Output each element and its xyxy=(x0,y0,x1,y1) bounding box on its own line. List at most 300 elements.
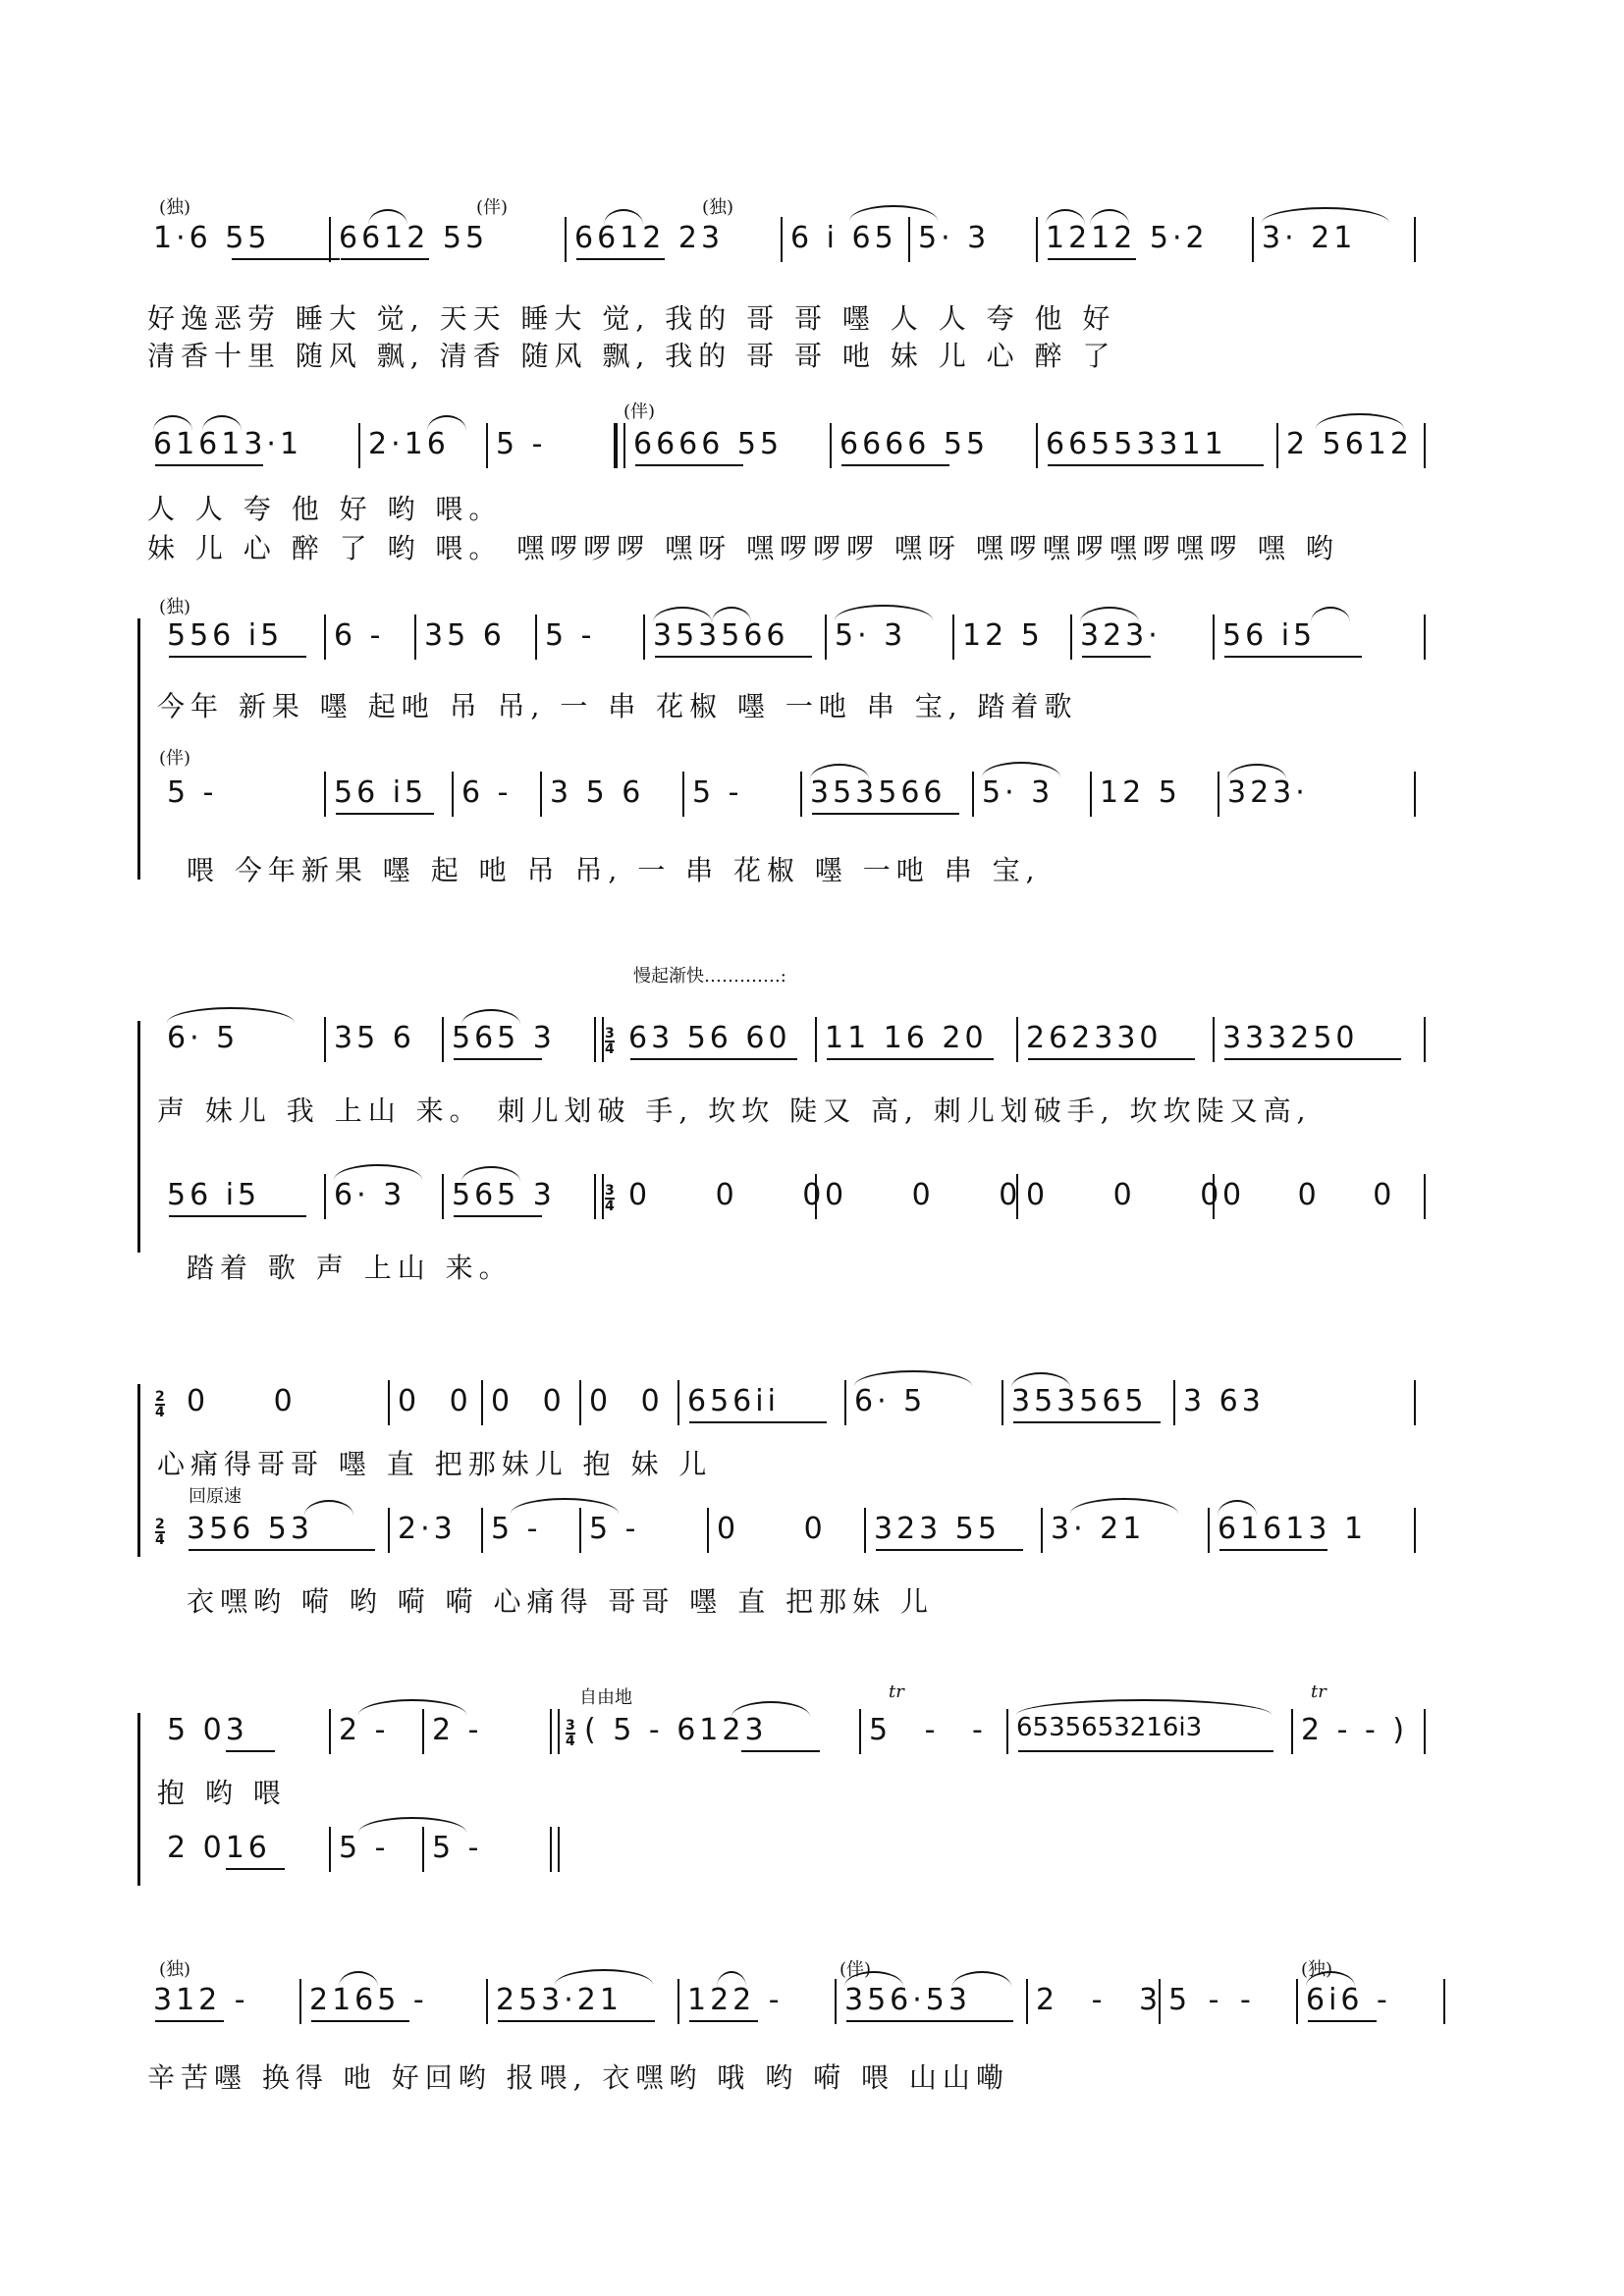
notes: ( 5 - 6123 xyxy=(584,1713,768,1747)
slowing-mark: 慢起渐快………….: xyxy=(633,966,786,987)
beam xyxy=(232,258,340,260)
system-4 xyxy=(147,966,1463,1284)
notes: 353565 xyxy=(1011,1384,1148,1418)
barline xyxy=(324,1174,326,1219)
barline xyxy=(1213,1174,1215,1219)
barline xyxy=(540,772,542,817)
measure xyxy=(167,1821,324,1880)
barline xyxy=(414,614,416,660)
beam xyxy=(498,2020,655,2022)
time-signature-top: 2 xyxy=(155,1517,165,1532)
lower-staff xyxy=(147,748,1463,825)
notes: 6612 23 xyxy=(574,221,725,255)
measure xyxy=(1016,1703,1281,1762)
notes: 5· 3 xyxy=(835,618,907,653)
slur xyxy=(461,1166,520,1182)
barline xyxy=(908,217,910,262)
notes: 3 63 xyxy=(1183,1384,1265,1418)
notes: 353566 xyxy=(653,618,789,653)
beam xyxy=(226,1750,275,1752)
measure xyxy=(1036,1973,1172,2032)
measure xyxy=(167,1011,314,1070)
notes: 56 i5 xyxy=(334,775,428,810)
slur xyxy=(854,1370,972,1386)
trill-mark: tr xyxy=(889,1682,904,1702)
measure xyxy=(496,1973,663,2032)
barline xyxy=(388,1380,390,1425)
notes: 656ii xyxy=(687,1384,780,1418)
barline xyxy=(830,423,832,468)
barline xyxy=(299,1979,301,2024)
double-barline xyxy=(594,1017,604,1062)
beam xyxy=(846,2020,1013,2022)
staff xyxy=(147,401,1463,476)
measure xyxy=(790,211,898,270)
measure xyxy=(491,1502,569,1561)
measure xyxy=(687,1973,825,2032)
lower-lyric: 衣嘿哟 嗬 哟 嗬 嗬 心痛得 哥哥 嚜 直 把那妹 儿 xyxy=(187,1585,935,1618)
measure xyxy=(1183,1374,1330,1433)
upper-staff xyxy=(147,597,1463,667)
notes: 5 - xyxy=(432,1831,483,1865)
notes: 6612 55 xyxy=(339,221,489,255)
accomp-mark: (伴) xyxy=(476,197,509,218)
slur xyxy=(1070,1498,1178,1514)
notes: 1212 5·2 xyxy=(1046,221,1209,255)
measure xyxy=(545,609,633,667)
beam xyxy=(1018,1750,1273,1752)
system-6 xyxy=(147,1682,1463,1865)
barline xyxy=(1291,1709,1293,1754)
measure xyxy=(424,609,522,667)
barline xyxy=(835,1979,837,2024)
barline xyxy=(1070,614,1072,660)
notes: 35 6 xyxy=(334,1021,415,1055)
system-1 xyxy=(147,197,1463,372)
slur xyxy=(844,1971,903,1987)
barline xyxy=(481,1380,483,1425)
system-2 xyxy=(147,401,1463,564)
measure xyxy=(1222,1168,1416,1227)
measure xyxy=(339,1703,417,1762)
measure xyxy=(1227,766,1345,825)
barline xyxy=(442,1017,444,1062)
notes: 3· 21 xyxy=(1262,221,1357,255)
measure xyxy=(584,1703,844,1762)
notes: 5 - xyxy=(339,1831,390,1865)
system-brace xyxy=(137,1384,140,1557)
upper-staff xyxy=(147,1374,1463,1433)
barline xyxy=(579,1380,581,1425)
notes: 56 i5 xyxy=(1222,618,1317,653)
notes: 35 6 xyxy=(424,618,506,653)
notes: 2 016 xyxy=(167,1831,271,1865)
notes: 6535653216i3 xyxy=(1016,1713,1203,1742)
time-signature-bottom: 4 xyxy=(605,1041,615,1057)
measure xyxy=(496,417,604,476)
slur xyxy=(153,415,192,431)
slur xyxy=(717,1971,746,1987)
slur xyxy=(1080,607,1139,622)
measure xyxy=(334,1011,432,1070)
barline xyxy=(800,772,802,817)
slur xyxy=(1262,207,1389,223)
notes: 0 0 xyxy=(187,1384,322,1418)
time-signature-bottom: 4 xyxy=(566,1734,575,1749)
accomp-mark: (伴) xyxy=(623,401,656,422)
lyric-line-2: 妹 儿 心 醉 了 哟 喂。 嘿啰啰啰 嘿呀 嘿啰啰啰 嘿呀 嘿啰嘿啰嘿啰嘿啰 嘿 哟 xyxy=(147,532,1339,564)
barline xyxy=(1016,1017,1018,1062)
measure xyxy=(1046,417,1272,476)
measure xyxy=(491,1374,573,1433)
measure xyxy=(717,1502,854,1561)
accomp-mark: (伴) xyxy=(159,748,191,769)
measure xyxy=(334,1168,432,1227)
barline xyxy=(677,1979,679,2024)
slur xyxy=(810,764,869,779)
notes: 333250 xyxy=(1222,1021,1359,1055)
slur xyxy=(731,1701,810,1717)
slur xyxy=(1011,1372,1070,1388)
barline xyxy=(1036,423,1038,468)
notes: 5 - xyxy=(545,618,596,653)
barline xyxy=(1213,1017,1215,1062)
barline xyxy=(1424,1709,1426,1754)
notes: 66553311 xyxy=(1046,427,1227,461)
measure xyxy=(153,417,350,476)
notes: 262330 xyxy=(1026,1021,1163,1055)
measure xyxy=(432,1821,511,1880)
barline xyxy=(481,1508,483,1553)
barline xyxy=(1208,1508,1210,1553)
slur xyxy=(1311,607,1350,622)
beam xyxy=(655,656,812,658)
measure xyxy=(844,1973,1021,2032)
system-brace xyxy=(137,1713,140,1886)
beam xyxy=(169,1215,306,1217)
notes: 0 0 0 xyxy=(825,1178,1048,1212)
notes: 312 - xyxy=(153,1983,249,2017)
barline xyxy=(952,614,954,660)
barline xyxy=(1036,217,1038,262)
double-barline xyxy=(594,1174,604,1219)
measure xyxy=(918,211,1026,270)
lyric-line-1: 人 人 夸 他 好 哟 喂。 xyxy=(147,493,503,525)
notes: 5 - - xyxy=(1168,1983,1257,2017)
notes: 6· 3 xyxy=(334,1178,406,1212)
measure xyxy=(1306,1973,1424,2032)
measure xyxy=(153,211,320,270)
barline xyxy=(358,423,360,468)
time-signature-top: 3 xyxy=(605,1026,615,1041)
notes: 2 - - ) xyxy=(1301,1713,1409,1747)
notes: 5 - xyxy=(491,1512,542,1546)
barline xyxy=(1424,1017,1426,1062)
measure xyxy=(432,1703,511,1762)
barline xyxy=(565,217,567,262)
slur xyxy=(835,605,933,620)
beam xyxy=(1028,1058,1195,1060)
notes: 323· xyxy=(1227,775,1309,810)
measure xyxy=(334,766,442,825)
notes: 323 55 xyxy=(874,1512,1001,1546)
notes: 0 0 0 xyxy=(628,1178,851,1212)
measure xyxy=(339,211,555,270)
beam xyxy=(827,1058,994,1060)
measure xyxy=(692,766,790,825)
time-signature xyxy=(566,1719,575,1748)
barline xyxy=(864,1508,866,1553)
time-signature xyxy=(155,1390,165,1419)
slur xyxy=(712,607,751,622)
barline xyxy=(324,1017,326,1062)
slur xyxy=(304,1500,353,1516)
measure xyxy=(452,1011,589,1070)
time-signature xyxy=(155,1518,165,1547)
beam xyxy=(341,258,429,260)
notes: 5 - xyxy=(589,1512,640,1546)
notes: 253·21 xyxy=(496,1983,623,2017)
measure xyxy=(334,609,403,667)
lyric-line-1: 辛苦嚜 换得 吔 好回哟 报喂, 衣嘿哟 哦 哟 嗬 喂 山山嘞 xyxy=(147,2061,1009,2094)
measure xyxy=(628,1168,851,1227)
slur xyxy=(167,1007,295,1023)
notes: 356 53 xyxy=(187,1512,313,1546)
measure xyxy=(574,211,771,270)
measure xyxy=(309,1973,476,2032)
barline xyxy=(1276,423,1278,468)
barline xyxy=(1016,1174,1018,1219)
measure xyxy=(187,1502,383,1561)
measure xyxy=(153,1973,291,2032)
upper-lyric: 今年 新果 嚜 起吔 吊 吊, 一 串 花椒 嚜 一吔 串 宝, 踏着歌 xyxy=(157,690,1078,722)
system-5 xyxy=(147,1374,1463,1618)
lyric-line-2: 清香十里 随风 飘, 清香 随风 飘, 我的 哥 哥 吔 妹 儿 心 醉 了 xyxy=(147,340,1116,372)
measure xyxy=(589,1502,668,1561)
measure xyxy=(550,766,668,825)
barline xyxy=(844,1380,846,1425)
lyric-line-1: 好逸恶劳 睡大 觉, 天天 睡大 觉, 我的 哥 哥 嚜 人 人 夸 他 好 xyxy=(147,302,1116,335)
notes: 5 - xyxy=(692,775,743,810)
time-signature-bottom: 4 xyxy=(155,1532,165,1548)
barline xyxy=(707,1508,709,1553)
barline xyxy=(329,1709,331,1754)
barline xyxy=(486,1979,488,2024)
measure xyxy=(1026,1168,1249,1227)
beam xyxy=(311,2020,409,2022)
notes: 2·3 xyxy=(398,1512,457,1546)
slur xyxy=(368,209,407,225)
notes: 2 - 3 xyxy=(1036,1983,1172,2017)
lower-lyric: 踏着 歌 声 上山 来。 xyxy=(187,1252,513,1284)
beam xyxy=(630,1058,797,1060)
measure xyxy=(461,766,530,825)
barline xyxy=(1090,772,1092,817)
trill-mark: tr xyxy=(1311,1682,1326,1702)
notes: 0 0 xyxy=(491,1384,573,1418)
measure xyxy=(1262,211,1409,270)
barline xyxy=(1414,217,1416,262)
measure xyxy=(835,609,943,667)
notes: 2 5612 xyxy=(1286,427,1413,461)
notes: 3· 21 xyxy=(1051,1512,1146,1546)
barline xyxy=(1159,1979,1161,2024)
notes: 2165 - xyxy=(309,1983,428,2017)
slur xyxy=(1316,413,1404,429)
measure xyxy=(167,609,314,667)
beam xyxy=(169,656,306,658)
barline xyxy=(452,772,454,817)
barline xyxy=(1001,1380,1003,1425)
staff xyxy=(147,1959,1463,2032)
notes: 56 i5 xyxy=(167,1178,261,1212)
measure xyxy=(1218,1502,1404,1561)
notes: 2 - xyxy=(339,1713,390,1747)
barline xyxy=(1041,1508,1043,1553)
repeat-barline xyxy=(614,423,625,468)
double-barline xyxy=(550,1709,560,1754)
solo-mark: (独) xyxy=(159,1959,191,1980)
beam xyxy=(689,2020,758,2022)
notes: 1·6 55 xyxy=(153,221,271,255)
notes: 6· 5 xyxy=(854,1384,927,1418)
measure xyxy=(810,766,967,825)
measure xyxy=(1011,1374,1168,1433)
time-signature-top: 3 xyxy=(566,1718,575,1734)
notes: 61613·1 xyxy=(153,427,303,461)
beam xyxy=(1224,1058,1401,1060)
notes: 5 - xyxy=(167,775,218,810)
slur xyxy=(653,607,712,622)
beam xyxy=(1013,1421,1161,1423)
barline xyxy=(442,1174,444,1219)
notes: 12 5 xyxy=(1100,775,1181,810)
notes: 2·16 xyxy=(368,427,450,461)
measure xyxy=(368,417,476,476)
barline xyxy=(1414,1508,1416,1553)
lower-lyric: 喂 今年新果 嚜 起 吔 吊 吊, 一 串 花椒 嚜 一吔 串 宝, xyxy=(187,854,1041,886)
lower-staff xyxy=(147,1168,1463,1227)
measure xyxy=(869,1703,997,1762)
measure xyxy=(167,1168,314,1227)
measure xyxy=(982,766,1080,825)
measure xyxy=(633,417,820,476)
slur xyxy=(952,1971,1011,1987)
slur xyxy=(604,209,643,225)
notes: 5 - - xyxy=(869,1713,997,1747)
notes: 2 - xyxy=(432,1713,483,1747)
measure xyxy=(1286,417,1414,476)
barline xyxy=(1213,614,1215,660)
upper-lyric: 声 妹儿 我 上山 来。 刺儿划破 手, 坎坎 陡又 高, 刺儿划破手, 坎坎陡又高, xyxy=(157,1095,1312,1127)
notes: 6i6 - xyxy=(1306,1983,1391,2017)
barline xyxy=(815,1017,817,1062)
measure xyxy=(687,1374,835,1433)
notes: 5 03 xyxy=(167,1713,248,1747)
slur xyxy=(1016,1699,1272,1715)
measure xyxy=(628,1011,805,1070)
final-barline xyxy=(550,1827,560,1872)
barline xyxy=(324,772,326,817)
barline xyxy=(781,217,783,262)
barline xyxy=(825,614,827,660)
beam xyxy=(155,2020,224,2022)
slur xyxy=(461,1009,520,1025)
barline xyxy=(579,1508,581,1553)
barline xyxy=(1026,1979,1028,2024)
measure xyxy=(339,1821,417,1880)
barline xyxy=(1296,1979,1298,2024)
notes: 5· 3 xyxy=(982,775,1055,810)
notes: 6 - xyxy=(461,775,513,810)
time-signature-bottom: 4 xyxy=(605,1199,615,1214)
notes: 3 5 6 xyxy=(550,775,645,810)
system-7 xyxy=(147,1959,1463,2094)
barline xyxy=(422,1827,424,1872)
notes: 61613 1 xyxy=(1218,1512,1368,1546)
beam xyxy=(1224,656,1362,658)
measure xyxy=(1301,1703,1414,1762)
notes: 6 i 65 xyxy=(790,221,897,255)
notes: 565 3 xyxy=(452,1178,556,1212)
solo-mark: (独) xyxy=(702,197,734,218)
barline xyxy=(1218,772,1219,817)
notes: 565 3 xyxy=(452,1021,556,1055)
barline xyxy=(815,1174,817,1219)
beam xyxy=(454,1058,542,1060)
beam xyxy=(1082,656,1151,658)
notes: 6· 5 xyxy=(167,1021,240,1055)
slur xyxy=(1306,1971,1355,1987)
measure xyxy=(167,1703,324,1762)
measure xyxy=(452,1168,589,1227)
notes: 63 56 60 xyxy=(628,1021,791,1055)
barline xyxy=(1414,1380,1416,1425)
measure xyxy=(1222,609,1370,667)
barline xyxy=(1424,1174,1426,1219)
beam xyxy=(1308,2020,1377,2022)
barline xyxy=(388,1508,390,1553)
barline xyxy=(329,217,331,262)
barline xyxy=(859,1709,861,1754)
slur xyxy=(202,415,242,431)
upper-staff xyxy=(147,1011,1463,1070)
beam xyxy=(812,813,959,815)
barline xyxy=(324,614,326,660)
time-signature-top: 2 xyxy=(155,1389,165,1405)
measure xyxy=(167,766,265,825)
time-signature-top: 3 xyxy=(605,1183,615,1199)
measure xyxy=(825,1011,1001,1070)
measure xyxy=(1080,609,1188,667)
measure xyxy=(962,609,1060,667)
slur xyxy=(1046,209,1085,225)
slur xyxy=(1090,209,1129,225)
notes: 0 0 xyxy=(717,1512,852,1546)
measure xyxy=(1168,1973,1286,2032)
measure xyxy=(187,1374,383,1433)
barline xyxy=(677,1380,679,1425)
barline xyxy=(1414,772,1416,817)
upper-lyric: 心痛得哥哥 嚜 直 把那妹儿 抱 妹 儿 xyxy=(157,1448,713,1480)
notes: 356·53 xyxy=(844,1983,971,2017)
notes: 0 0 0 xyxy=(1222,1178,1416,1212)
slur xyxy=(555,1969,653,1985)
solo-mark: (独) xyxy=(1301,1959,1333,1980)
notes: 0 0 xyxy=(589,1384,672,1418)
measure xyxy=(839,417,1026,476)
beam xyxy=(336,813,434,815)
